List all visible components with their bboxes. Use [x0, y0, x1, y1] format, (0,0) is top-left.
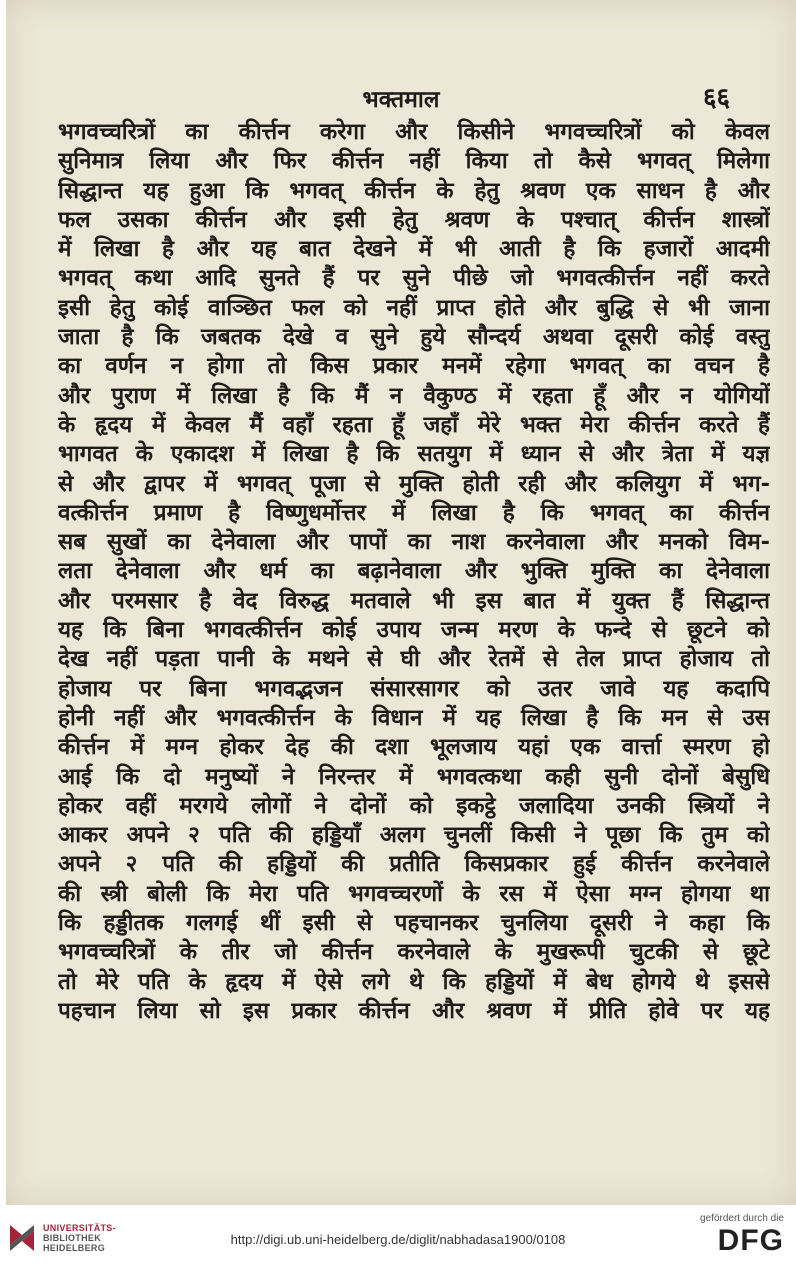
text-line: कीर्त्तन में मग्न होकर देह की दशा भूलजाय यहां एक वार्त्ता स्मरण हो	[58, 734, 770, 761]
running-head: भक्तमाल	[362, 86, 440, 113]
dfg-logo[interactable]: DFG	[717, 1224, 784, 1257]
text-line: यह कि बिना भगवत्कीर्त्तन कोई उपाय जन्म मरण के फन्दे से छूटने को	[58, 617, 770, 644]
text-line: से और द्वापर में भगवत् पूजा से मुक्ति होती रही और कलियुग में भग-	[58, 470, 770, 497]
text-line: देख नहीं पड़ता पानी के मथने से घी और रेतमें से तेल प्राप्त होजाय तो	[58, 646, 770, 673]
text-line: सिद्धान्त यह हुआ कि भगवत् कीर्त्तन के हेतु श्रवण एक साधन है और	[58, 177, 770, 204]
logo-line: BIBLIOTHEK	[43, 1233, 101, 1243]
text-line: आकर अपने २ पति की हड्डियाँ अलग चुनलीं किसी ने पूछा कि तुम को	[58, 822, 770, 849]
text-line: कि हड्डीतक गलगई थीं इसी से पहचानकर चुनलिया दूसरी ने कहा कि	[58, 910, 770, 937]
text-line: होकर वहीं मरगये लोगों ने दोनों को इकट्ठे जलादिया उनकी स्त्रियों ने	[58, 792, 770, 819]
viewer-footer	[0, 1205, 796, 1271]
logo-line: UNIVERSITÄTS-	[43, 1223, 116, 1233]
text-line: के हृदय में केवल मैं वहाँ रहता हूँ जहाँ मेरे भक्त मेरा कीर्त्तन करते हैं	[58, 411, 770, 438]
text-line: जाता है कि जबतक देखे व सुने हुये सौन्दर्य अथवा दूसरी कोई वस्तु	[58, 324, 770, 351]
text-line: भगवच्चरित्रों का कीर्त्तन करेगा और किसीने भगवच्चरित्रों को केवल	[58, 119, 770, 145]
text-line: वत्कीर्त्तन प्रमाण है विष्णुधर्मोत्तर में लिखा है कि भगवत् का कीर्त्तन	[58, 499, 770, 526]
text-line: होजाय पर बिना भगवद्भजन संसारसागर को उतर जावे यह कदापि	[58, 675, 770, 702]
text-line: आई कि दो मनुष्यों ने निरन्तर में भगवत्कथा कही सुनी दोनों बेसुधि	[58, 763, 770, 790]
text-line: होनी नहीं और भगवत्कीर्त्तन के विधान में यह लिखा है कि मन से उस	[58, 704, 770, 731]
text-line: लता देनेवाला और धर्म का बढ़ानेवाला और भुक्ति मुक्ति का देनेवाला	[58, 558, 770, 585]
text-line: तो मेरे पति के हृदय में ऐसे लगे थे कि हड्डियों में बेध होगये थे इससे	[58, 968, 770, 995]
text-line: भगवच्चरित्रों के तीर जो कीर्त्तन करनेवाले के मुखरूपी चुटकी से छूटे	[58, 939, 770, 966]
sponsor-label: gefördert durch die	[700, 1213, 784, 1224]
text-line: और परमसार है वेद विरुद्ध मतवाले भी इस बात में युक्त हैं सिद्धान्त	[58, 587, 770, 614]
text-line: और पुराण में लिखा है कि मैं न वैकुण्ठ में रहता हूँ और न योगियों	[58, 382, 770, 409]
text-line: का वर्णन न होगा तो किस प्रकार मनमें रहेगा भगवत् का वचन है	[58, 353, 770, 380]
source-url[interactable]: http://digi.ub.uni-heidelberg.de/diglit/nabhadasa1900/0108	[230, 1232, 566, 1247]
text-line: फल उसका कीर्त्तन और इसी हेतु श्रवण के पश्चात् कीर्त्तन शास्त्रों	[58, 206, 770, 233]
page-number: ६६	[702, 83, 730, 113]
scanned-page	[6, 0, 796, 1205]
text-line: सब सुखों का देनेवाला और पापों का नाश करनेवाला और मनको विम-	[58, 529, 770, 556]
sponsor	[700, 1213, 784, 1258]
text-line: सुनिमात्र लिया और फिर कीर्त्तन नहीं किया तो कैसे भगवत् मिलेगा	[58, 148, 770, 175]
text-line: में लिखा है और यह बात देखने में भी आती है कि हजारों आदमी	[58, 236, 770, 263]
text-line: इसी हेतु कोई वाञ्छित फल को नहीं प्राप्त होते और बुद्धि से भी जाना	[58, 294, 770, 321]
text-line: भगवत् कथा आदि सुनते हैं पर सुने पीछे जो भगवत्कीर्त्तन नहीं करते	[58, 265, 770, 292]
text-body	[58, 118, 770, 1026]
text-line: अपने २ पति की हड्डियों की प्रतीति किसप्रकार हुई कीर्त्तन करनेवाले	[58, 851, 770, 878]
logo-line: HEIDELBERG	[43, 1243, 106, 1253]
text-line: भागवत के एकादश में लिखा है कि सतयुग में ध्यान से और त्रेता में यज्ञ	[58, 441, 770, 468]
text-line: की स्त्री बोली कि मेरा पति भगवच्चरणों के रस में ऐसा मग्न होगया था	[58, 880, 770, 907]
text-line: पहचान लिया सो इस प्रकार कीर्त्तन और श्रवण में प्रीति होवे पर यह	[58, 997, 770, 1024]
page-header	[6, 82, 796, 118]
